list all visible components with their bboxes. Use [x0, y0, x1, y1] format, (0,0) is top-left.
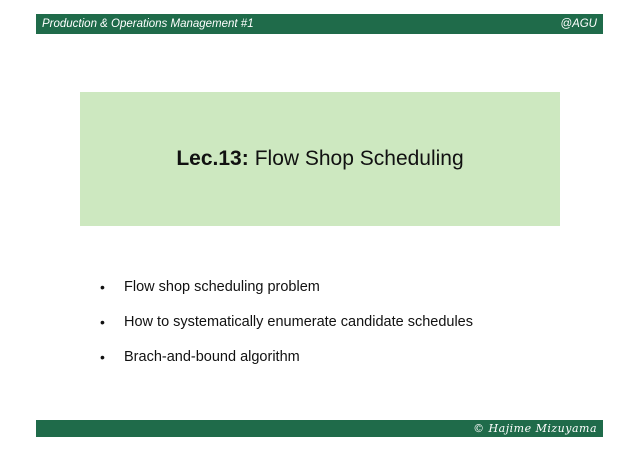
title-box: [80, 92, 560, 226]
bullet-dot-icon: •: [100, 314, 105, 330]
bullet-dot-icon: •: [100, 349, 105, 365]
header-bar: [36, 14, 603, 34]
bullet-item: [100, 311, 473, 333]
bullet-text: Flow shop scheduling problem: [124, 279, 320, 295]
bullet-item: [100, 276, 473, 298]
footer-bar: [36, 420, 603, 437]
lecture-title: Flow Shop Scheduling: [254, 147, 464, 170]
author-credit: © Hajime Mizuyama: [473, 422, 597, 435]
bullet-text: How to systematically enumerate candidate schedules: [124, 314, 473, 330]
affiliation-label: @AGU: [560, 18, 597, 30]
bullet-dot-icon: •: [100, 279, 105, 295]
bullet-list: [100, 276, 473, 381]
bullet-item: [100, 346, 473, 368]
bullet-text: Brach-and-bound algorithm: [124, 349, 300, 365]
course-title: Production & Operations Management #1: [42, 18, 254, 30]
lecture-number: Lec.13:: [176, 147, 249, 170]
